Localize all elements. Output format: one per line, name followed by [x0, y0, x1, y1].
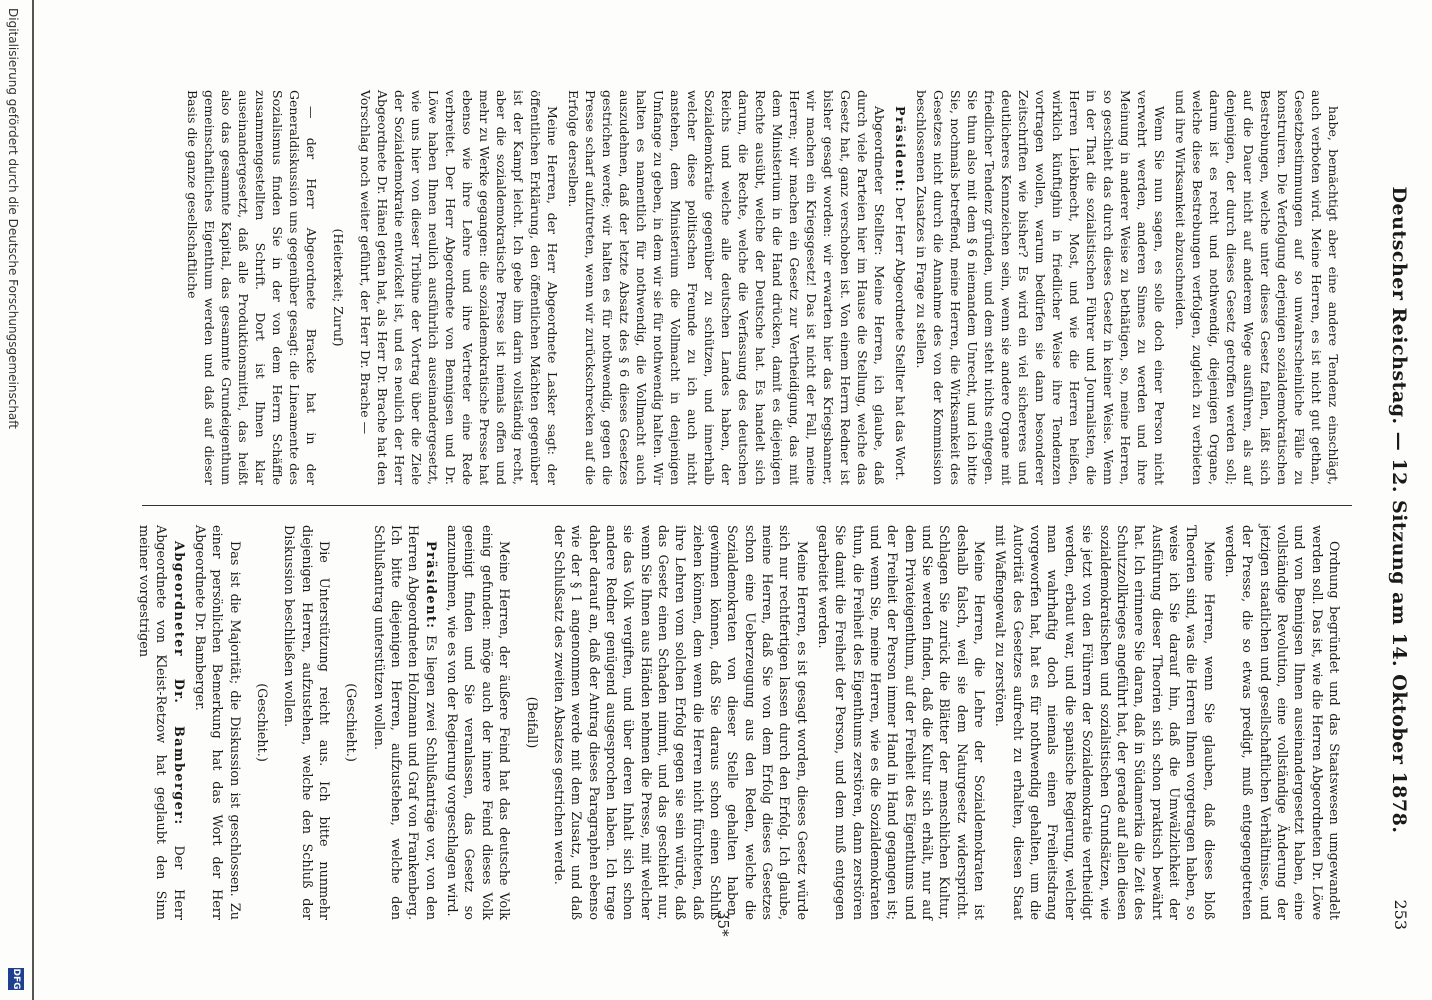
speaker-name: Präsident:	[893, 106, 908, 194]
page-footer	[6, 0, 112, 1000]
paragraph: Präsident: Der Herr Abgeordnete Stellter hat das Wort.	[893, 106, 908, 481]
signature-mark: 35*	[714, 910, 732, 937]
paragraph: habe, bemächtigt aber eine andere Tendenz einschlägt, auch verboten wird. Meine Herren, es ist nicht gut gethan, Gesetzbestimmungen auf so unwahrscheinliche Fälle zu konstruiren. Die Verfolgung derjenigen sozialdemokratischen Bestrebungen, welche unter dieses Gesetz fallen, läßt sich auf die Dauer nicht auf anderem Wege ausführen, als auf denjenigen, der durch dieses Gesetz getroffen werden soll; darum ist es recht und nothwendig, diejenigen Organe, welche diese Bestrebungen verfolgen, zugleich zu verbieten und ihre Wirksamkeit abzuschneiden.	[1173, 90, 1341, 485]
paragraph: Meine Herren, es ist gesagt worden, dieses Gesetz würde sich nur rechtfertigen lassen durch den Erfolg. Ich glaube, meine Herren, daß Sie von dem Erfolg dieses Gesetzes schon eine Ueberzeugung aus den Reden, welche die Sozialdemokraten von dieser Stelle gehalten haben, gewinnen können, daß Sie daraus schon einen Schluß ziehen können, dem wenn die Herren nicht fürchteten, daß ihre Lehren vom solchen Erfolg gegen sie sein würde, daß das Gesetz einen Schaden nimmt, und das geschieht nur, wenn Sie Ihnen aus Händen nehmen die Presse, mit welcher sie das Volk vergiften, und über deren Inhalt sich schon andere Redner genügend ausgesprochen haben. Ich trage daher darauf an, daß der Antrag dieses Paragraphen ebenso wie der § 1 angenommen werde mit dem Zusatz, und daß der Schlußsatz des zweiten Absatzes gestrichen werde.	[550, 525, 809, 920]
paragraph: Wenn Sie nun sagen, es solle doch einer Person nicht verwehrt werden, anderen Sinnes zu werden und ihre Meinung in anderer Weise zu bethätigen, so, meine Herren, so geschieht das durch dieses Gesetz in keiner Weise. Wenn in der That die sozialistischen Führer und Journalisten, die Herren Liebknecht, Most, und wie die Herren heißen, wirklich künftighin in friedlicher Weise ihre Tendenzen vortragen wollen, warum bedürfen sie dann besonderer Zeitschriften wie bisher? Es wird ein viel sichereres und deutlicheres Kennzeichen sein, wenn sie andere Organe mit friedlicher Tendenz gründen, und dem steht nichts entgegen. Sie thun also mit dem § 6 niemandem Unrecht, und ich bitte Sie, nochmals betreffend, meine Herren, die Wirksamkeit des Gesetzes nicht durch die Annahme des von der Kommission beschlossenen Zusatzes in Frage zu stellen.	[914, 90, 1167, 485]
digitization-note: Digitalisierung gefördert durch die Deutsche Forschungsgemeinschaft	[6, 8, 20, 430]
page-number: 253	[1391, 899, 1410, 930]
paragraph: Das ist die Majorität; die Diskussion ist geschlossen. Zu einer persönlichen Bemerkung hat das Wort der Herr Abgeordnete Dr. Bamberger.	[192, 525, 242, 920]
paragraph: Abgeordneter Dr. Bamberger: Der Herr Abgeordnete von Kleist-Retzow hat geglaubt den Sinn meiner vorgestrigen	[136, 525, 186, 921]
right-column	[131, 525, 1342, 920]
paragraph: Abgeordneter Stellter: Meine Herren, ich glaube, daß durch viele Parteien hier im Hause die Stellung, welche das Gesetz hat, ganz verschoben ist. Von einem Herrn Redner ist bisher gesagt worden: wir erwarten hier das Kriegsbanner, wir machen ein Kriegsgesetz! Das ist nicht der Fall, meine Herren; wir machen ein Gesetz zur Vertheidigung, das mit dem Ministerium in die Hand drücken, damit es diejenigen Rechte ausübt, welche der Deutsche hat. Es handelt sich darum, die Rechte, welche die Verfassung des deutschen Reichs und welche alle deutschen Landes haben, der Sozialdemokratie gegenüber zu schützen, und innerhalb welcher diese politischen Freunde zu ich auch nicht anstehen, dem Ministerium die Vollmacht in denjenigen Umfange zu geben, in dem wir sie für nothwendig halten. Wir halten es namentlich für nothwendig, die Vollmacht auch auszudehnen, daß der letzte Absatz des § 6 dieses Gesetzes gestrichen werde; wir halten es für nothwendig, gegen die Presse scharf aufzutreten, wenn wir zurückschrecken auf die Erfolge derselben.	[566, 90, 887, 485]
paragraph: Meine Herren, der Herr Abgeordnete Lasker sagt: der öffentlichen Erklärung, den öffentlichen Mächten gegenüber ist der Kampf leicht. Ich gebe ihm darin vollständig recht, aber die sozialdemokratische Presse ist niemals offen und mehr zu Werke gegangen: die sozialdemokratische Presse hat ebenso wie ihre Lehre und ihre Vertreter eine Rede verbreitet. Der Herr Abgeordnete von Bennigsen und Dr. Löwe haben Ihnen neulich ausführlich auseinandergesetzt, wie uns hier von dieser Tribüne der Vortrag über die Ziele der Sozialdemokratie entwickelt ist, und es neulich der Herr Abgeordnete Dr. Hänel getan hat, als Herr Dr. Brache hat den Vorschlag noch weiter geführt, der Herr Dr. Brache —	[358, 90, 560, 485]
paragraph: Ordnung begründet und das Staatswesen umgewandelt werden soll. Das ist, wie die Herren Abgeordneten Dr. Löwe und von Bennigsen Ihnen auseinandergesetzt haben, eine vollständige Revolution, eine vollständige Änderung der jetzigen staatlichen und gesellschaftlichen Verhältnisse, und der Presse, die so etwas predigt, muß entgegengetreten werden.	[1221, 525, 1341, 920]
left-column	[180, 90, 1342, 485]
paragraph: Die Unterstützung reicht aus. Ich bitte nunmehr diejenigen Herren, aufzustehen, welche den Schluß der Diskussion beschließen wollen.	[281, 525, 332, 920]
speaker-name: Abgeordneter Dr. Bamberger:	[170, 541, 186, 826]
running-title: Deutscher Reichstag. — 12. Sitzung am 14. Oktober 1878.	[1388, 186, 1410, 834]
paragraph: Meine Herren, die Lehre der Sozialdemokraten ist deshalb falsch, weil sie dem Naturgesetz widerspricht. Schlagen Sie zurück die Blätter der menschlichen Kultur, und Sie werden finden, daß die Kultur sich erhält, nur auf dem Privateigenthum, auf der Freiheit des Eigenthums und der Freiheit der Person immer Hand in Hand gegangen ist; und wenn Sie, meine Herren, wie es die Sozialdemokraten thun, die Freiheit des Eigenthums zerstören, dann zerstören Sie damit die Freiheit der Person, und dem muß entgegen gearbeitet werden.	[815, 525, 987, 920]
column-divider	[142, 505, 1352, 506]
stage-direction: (Beifall)	[523, 696, 539, 749]
stage-direction: (Heiterkeit; Zuruf)	[331, 228, 346, 347]
paragraph: Meine Herren, der äußere Feind hat das deutsche Volk einig gefunden: möge auch der innere Feind dieses Volk geeinigt finden und Sie veranlassen, das Gesetz so anzunehmen, wie es von der Regierung vorgeschlagen wird.	[444, 525, 512, 920]
speaker-name: Präsident:	[422, 541, 438, 630]
page-header	[1376, 90, 1410, 930]
footer-rule	[32, 0, 34, 1000]
dfg-logo: DFG	[8, 968, 24, 990]
stage-direction: (Geschieht.)	[254, 683, 270, 762]
stage-direction: (Geschieht.)	[343, 683, 359, 762]
paragraph: Präsident: Es liegen zwei Schlußanträge vor, von den Herren Abgeordneten Holzmann und Graf von Frankenberg. Ich bitte diejenigen Herren, aufzustehen, welche den Schlußantrag unterstützen wollen.	[370, 525, 438, 920]
paragraph: — der Herr Abgeordnete Bracke hat in der Generaldiskussion uns gegenüber gesagt: die Lineamente des Sozialismus finden Sie in der von dem Herrn Schäffle zusammengestellten Schrift. Dort ist Ihnen klar auseinandergesetzt, daß alle Produktionsmittel, das heißt also das gesammte Kapital, das gesammte Grundeigenthum gemeinschaftliches Eigenthum werden und daß auf dieser Basis die ganze gesellschaftliche	[185, 90, 319, 485]
paragraph: Meine Herren, wenn Sie glauben, daß dieses bloß Theorien sind, was die Herren Ihnen vorgetragen haben, so weise ich Sie darauf hin, daß die Umwälzlichkeit der Ausführung dieser Theorien sich schon praktisch bewährt hat. Ich erinnere Sie daran, daß in Südamerika die Zeit des Schutzzollkrieges angeführt hat, der gerade auf allen diesen sozialdemokratischen und sozialistischen Grundsätzen, wie sie jetzt von den Führern der Sozialdemokratie vertheidigt werden, erbaut war, und die spanische Regierung, welcher man wahrhaftig doch niemals einen Freiheitsdrang vorgeworfen hat, hat es für nothwendig gehalten, um die Autorität des Gesetzes aufrecht zu erhalten, diesen Staat mit Waffengewalt zu zerstören.	[992, 525, 1216, 920]
